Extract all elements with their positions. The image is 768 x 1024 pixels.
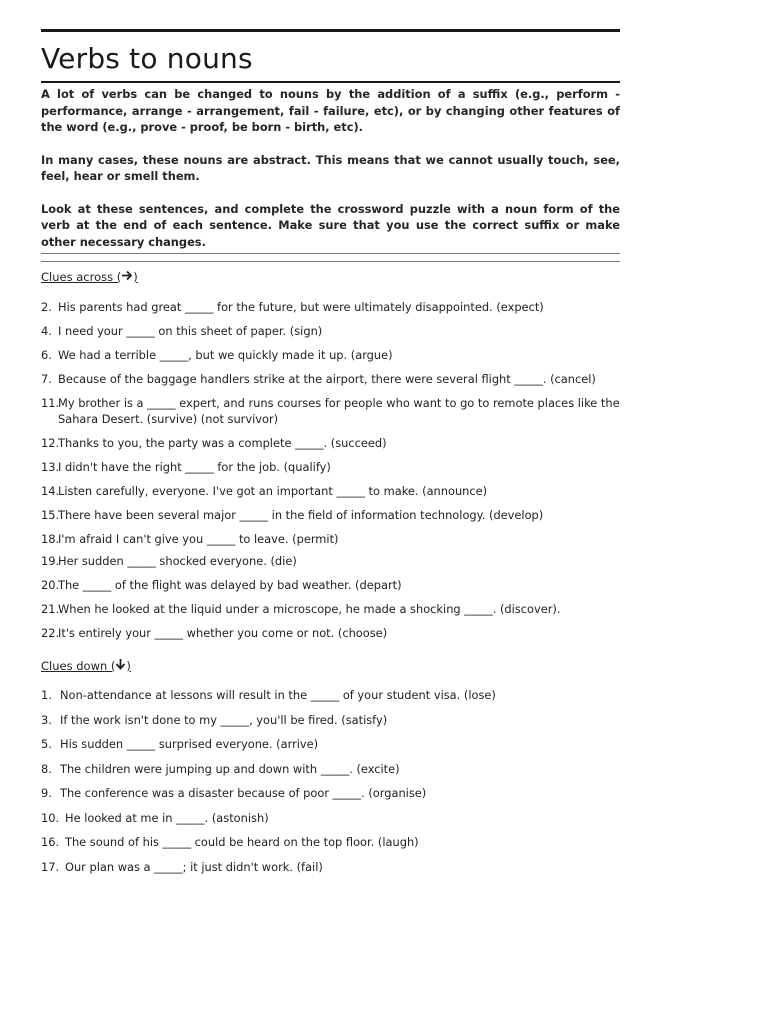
clue-down-1: 1. Non-attendance at lessons will result in the _____ of your student visa. (lose) xyxy=(41,688,496,702)
clue-across-18: 18. I'm afraid I can't give you _____ to leave. (permit) xyxy=(41,532,339,546)
top-rule xyxy=(41,29,620,32)
clue-across-2: 2. His parents had great _____ for the future, but were ultimately disappointed. (expect) xyxy=(41,300,544,314)
clue-across-21: 21. When he looked at the liquid under a microscope, he made a shocking _____. (discover). xyxy=(41,602,561,616)
clue-across-7: 7. Because of the baggage handlers strike at the airport, there were several flight _____. (cancel) xyxy=(41,372,596,386)
intro-paragraph-2: In many cases, these nouns are abstract. This means that we cannot usually touch, see, feel, hear or smell them. xyxy=(41,152,620,183)
clue-down-10: 10. He looked at me in _____. (astonish) xyxy=(41,810,269,825)
intro-paragraph-3: Look at these sentences, and complete the crossword puzzle with a noun form of the verb at the end of each sentence. Make sure that you use the correct suffix or make other necessary changes. xyxy=(41,201,620,249)
clues-down-list xyxy=(41,687,620,875)
clue-across-14: 14. Listen carefully, everyone. I've got an important _____ to make. (announce) xyxy=(41,484,488,498)
clue-across-4: 4. I need your _____ on this sheet of paper. (sign) xyxy=(41,324,323,338)
clues-across-heading xyxy=(41,269,620,285)
clue-across-22: 22. It's entirely your _____ whether you come or not. (choose) xyxy=(41,626,388,640)
right-arrow-icon xyxy=(121,269,133,285)
page-title: Verbs to nouns xyxy=(41,42,253,75)
clues-down-heading xyxy=(41,658,620,674)
clue-across-6: 6. We had a terrible _____, but we quickly made it up. (argue) xyxy=(41,348,393,362)
clue-across-15: 15. There have been several major _____ in the field of information technology. (develop) xyxy=(41,508,544,522)
clues-across-label: Clues across ( xyxy=(41,270,122,284)
clue-down-17: 17. Our plan was a _____; it just didn't work. (fail) xyxy=(41,859,323,874)
clue-down-16: 16. The sound of his _____ could be heard on the top floor. (laugh) xyxy=(41,835,419,849)
clues-across-close: ) xyxy=(133,270,138,284)
clues-across-list xyxy=(41,299,620,641)
worksheet xyxy=(41,29,620,875)
section-divider xyxy=(41,253,620,262)
clues-down-label: Clues down ( xyxy=(41,659,116,673)
clue-down-9: 9. The conference was a disaster because of poor _____. (organise) xyxy=(41,786,427,800)
clue-down-3: 3. If the work isn't done to my _____, you'll be fired. (satisfy) xyxy=(41,712,388,727)
intro-text xyxy=(41,86,620,250)
down-arrow-icon xyxy=(115,658,126,674)
clue-across-12: 12. Thanks to you, the party was a complete _____. (succeed) xyxy=(41,436,387,450)
clues-down-close: ) xyxy=(126,659,131,673)
title-rule xyxy=(41,81,620,83)
clue-across-13: 13. I didn't have the right _____ for the job. (qualify) xyxy=(41,460,331,474)
clue-across-20: 20. The _____ of the flight was delayed by bad weather. (depart) xyxy=(41,578,402,592)
clue-across-11: 11. My brother is a _____ expert, and runs courses for people who want to go to remote places like the Sahara Desert. (survive) (not survivor) xyxy=(41,396,620,426)
clue-across-19: 19. Her sudden _____ shocked everyone. (die) xyxy=(41,554,297,568)
intro-paragraph-1: A lot of verbs can be changed to nouns by the addition of a suffix (e.g., perform - performance, arrange - arrangement, fail - failure, etc), or by changing other features of the word (e.g., prove - proof, be born - birth, etc). xyxy=(41,87,620,134)
clue-down-5: 5. His sudden _____ surprised everyone. (arrive) xyxy=(41,737,319,751)
clue-down-8: 8. The children were jumping up and down with _____. (excite) xyxy=(41,761,400,776)
